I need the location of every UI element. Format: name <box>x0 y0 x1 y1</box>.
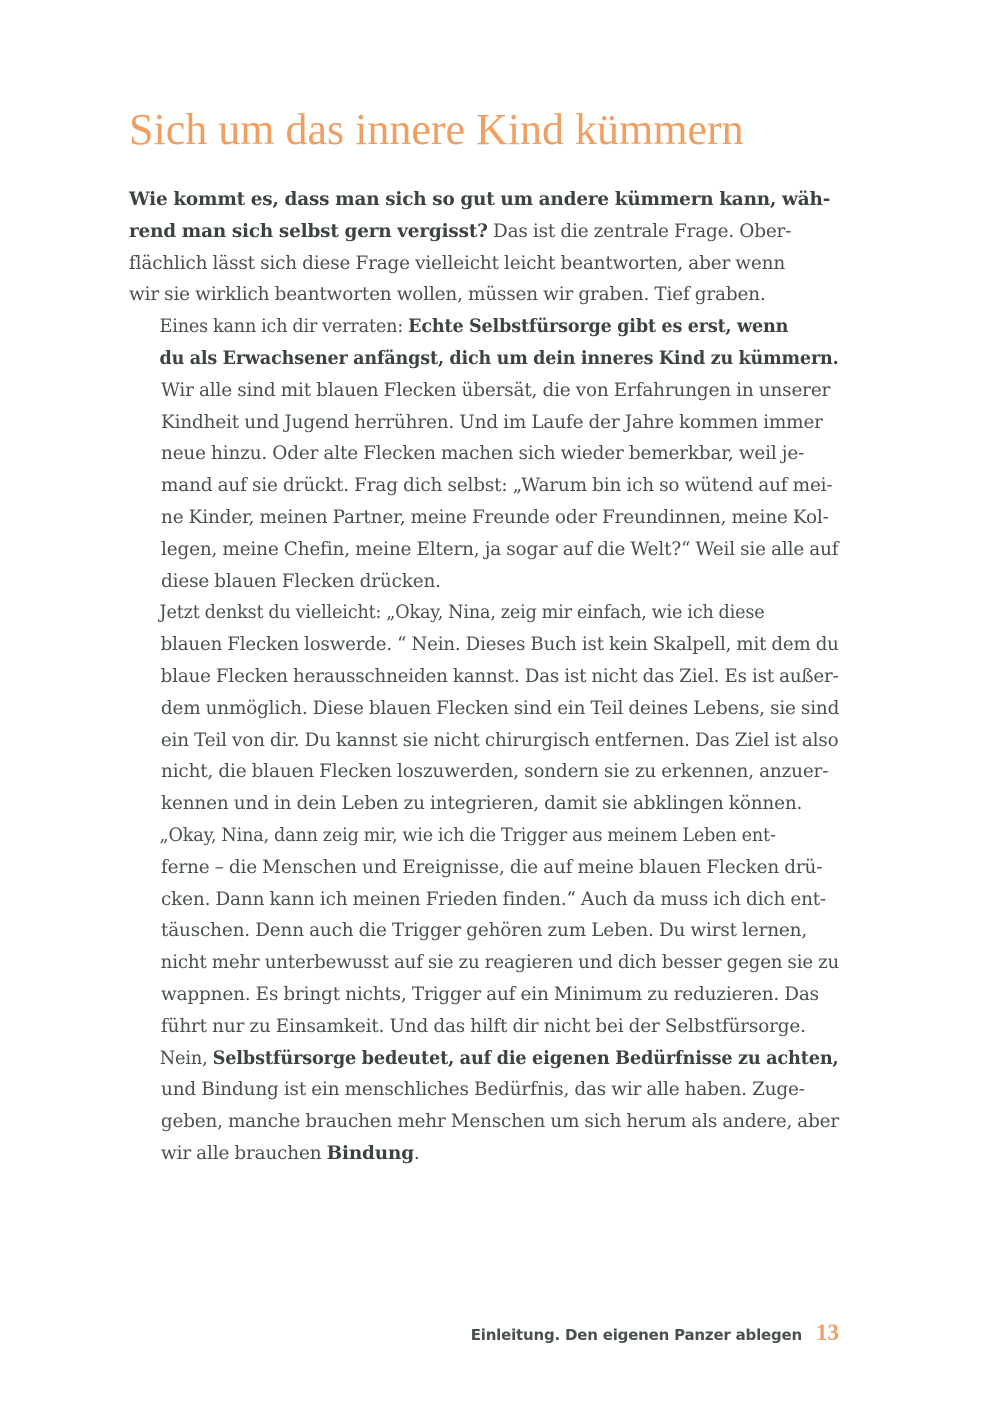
text-segment: und Bindung ist ein menschliches Bedürfnis, das wir alle haben. Zuge- <box>161 1079 805 1101</box>
text-segment: Nein, <box>159 1047 213 1069</box>
text-segment: Eines kann ich dir verraten: <box>159 316 409 338</box>
text-segment: flächlich lässt sich diese Frage vielleicht leicht beantworten, aber wenn <box>129 252 786 274</box>
bold-text: Wie kommt es, dass man sich so gut um andere kümmern kann, wäh- <box>129 189 831 210</box>
text-line <box>129 248 839 280</box>
text-segment: wir alle brauchen <box>161 1142 327 1164</box>
text-line <box>129 311 807 343</box>
bold-text: Echte Selbstfürsorge gibt es erst, wenn <box>408 316 789 338</box>
text-line <box>129 597 807 629</box>
text-segment: cken. Dann kann ich meinen Frieden finden.“ Auch da muss ich dich ent- <box>161 888 827 910</box>
text-segment: legen, meine Chefin, meine Eltern, ja sogar auf die Welt?“ Weil sie alle auf <box>161 538 839 560</box>
text-segment: wir sie wirklich beantworten wollen, müssen wir graben. Tief graben. <box>129 284 766 306</box>
text-line <box>129 915 839 947</box>
paragraph <box>129 597 839 820</box>
text-line <box>129 502 839 534</box>
text-segment: nicht, die blauen Flecken loszuwerden, sondern sie zu erkennen, anzuer- <box>161 761 829 783</box>
page-number: 13 <box>816 1320 839 1345</box>
text-segment: ein Teil von dir. Du kannst sie nicht chirurgisch entfernen. Das Ziel ist also <box>160 729 839 751</box>
text-line <box>129 534 839 566</box>
text-segment: ferne – die Menschen und Ereignisse, die auf meine blauen Flecken drü- <box>161 856 823 878</box>
text-line <box>129 279 839 311</box>
text-segment: ne Kinder, meinen Partner, meine Freunde oder Freundinnen, meine Kol- <box>161 506 829 528</box>
text-line <box>129 216 839 248</box>
text-line <box>129 629 839 661</box>
text-line <box>129 566 839 598</box>
paragraph <box>129 820 839 1170</box>
text-segment: Das ist die zentrale Frage. Ober- <box>487 220 792 242</box>
text-segment: nicht mehr unterbewusst auf sie zu reagieren und dich besser gegen sie zu <box>160 952 840 974</box>
text-line <box>129 947 840 979</box>
text-segment: blauen Flecken loswerde. “ Nein. Dieses Buch ist kein Skalpell, mit dem du <box>160 634 839 656</box>
text-line <box>129 884 839 916</box>
text-line <box>129 470 839 502</box>
text-line <box>129 1106 840 1138</box>
text-line <box>129 693 840 725</box>
text-line <box>129 184 839 216</box>
text-segment: Kindheit und Jugend herrühren. Und im Laufe der Jahre kommen immer <box>161 411 823 433</box>
text-segment: führt nur zu Einsamkeit. Und das hilft dir nicht bei der Selbstfürsorge. <box>161 1015 806 1037</box>
text-line <box>129 788 839 820</box>
paragraph <box>129 311 839 597</box>
body-text <box>129 184 839 1170</box>
page-title: Sich um das innere Kind kümmern <box>129 105 744 154</box>
bold-text: Bindung <box>326 1142 414 1164</box>
text-segment: . <box>413 1142 420 1164</box>
text-line <box>129 407 839 439</box>
text-line <box>129 661 839 693</box>
paragraph <box>129 184 839 311</box>
text-line <box>129 1011 839 1043</box>
text-segment: täuschen. Denn auch die Trigger gehören zum Leben. Du wirst lernen, <box>161 920 808 942</box>
text-segment: Jetzt denkst du vielleicht: „Okay, Nina, zeig mir einfach, wie ich diese <box>159 602 765 624</box>
text-line <box>129 438 839 470</box>
text-segment: diese blauen Flecken drücken. <box>161 570 441 592</box>
page-footer <box>471 1320 839 1346</box>
text-segment: dem unmöglich. Diese blauen Flecken sind ein Teil deines Lebens, sie sind <box>160 697 840 719</box>
text-segment: geben, manche brauchen mehr Menschen um sich herum als andere, aber <box>160 1111 840 1133</box>
text-line <box>129 820 807 852</box>
bold-text: du als Erwachsener anfängst, dich um dein inneres Kind zu kümmern. <box>159 347 839 369</box>
text-line <box>129 852 839 884</box>
text-segment: wappnen. Es bringt nichts, Trigger auf ein Minimum zu reduzieren. Das <box>161 983 819 1005</box>
text-segment: neue hinzu. Oder alte Flecken machen sich wieder bemerkbar, weil je- <box>161 443 805 465</box>
text-line <box>129 725 839 757</box>
text-segment: kennen und in dein Leben zu integrieren, damit sie abklingen können. <box>161 793 803 815</box>
text-line <box>129 1074 839 1106</box>
text-line <box>129 375 839 407</box>
text-segment: „Okay, Nina, dann zeig mir, wie ich die Trigger aus meinem Leben ent- <box>159 824 776 846</box>
text-line <box>129 979 839 1011</box>
text-line <box>129 343 839 375</box>
running-title: Einleitung. Den eigenen Panzer ablegen <box>470 1326 802 1344</box>
bold-text: Selbstfürsorge bedeutet, auf die eigenen Bedürfnisse zu achten, <box>212 1047 839 1069</box>
text-segment: mand auf sie drückt. Frag dich selbst: „Warum bin ich so wütend auf mei- <box>161 475 833 497</box>
text-line <box>129 1043 839 1075</box>
text-segment: Wir alle sind mit blauen Flecken übersät, die von Erfahrungen in unserer <box>161 379 831 401</box>
text-segment: blaue Flecken herausschneiden kannst. Das ist nicht das Ziel. Es ist außer- <box>160 665 839 687</box>
text-line <box>129 1138 839 1170</box>
bold-text: rend man sich selbst gern vergisst? <box>129 220 488 242</box>
text-line <box>129 756 839 788</box>
